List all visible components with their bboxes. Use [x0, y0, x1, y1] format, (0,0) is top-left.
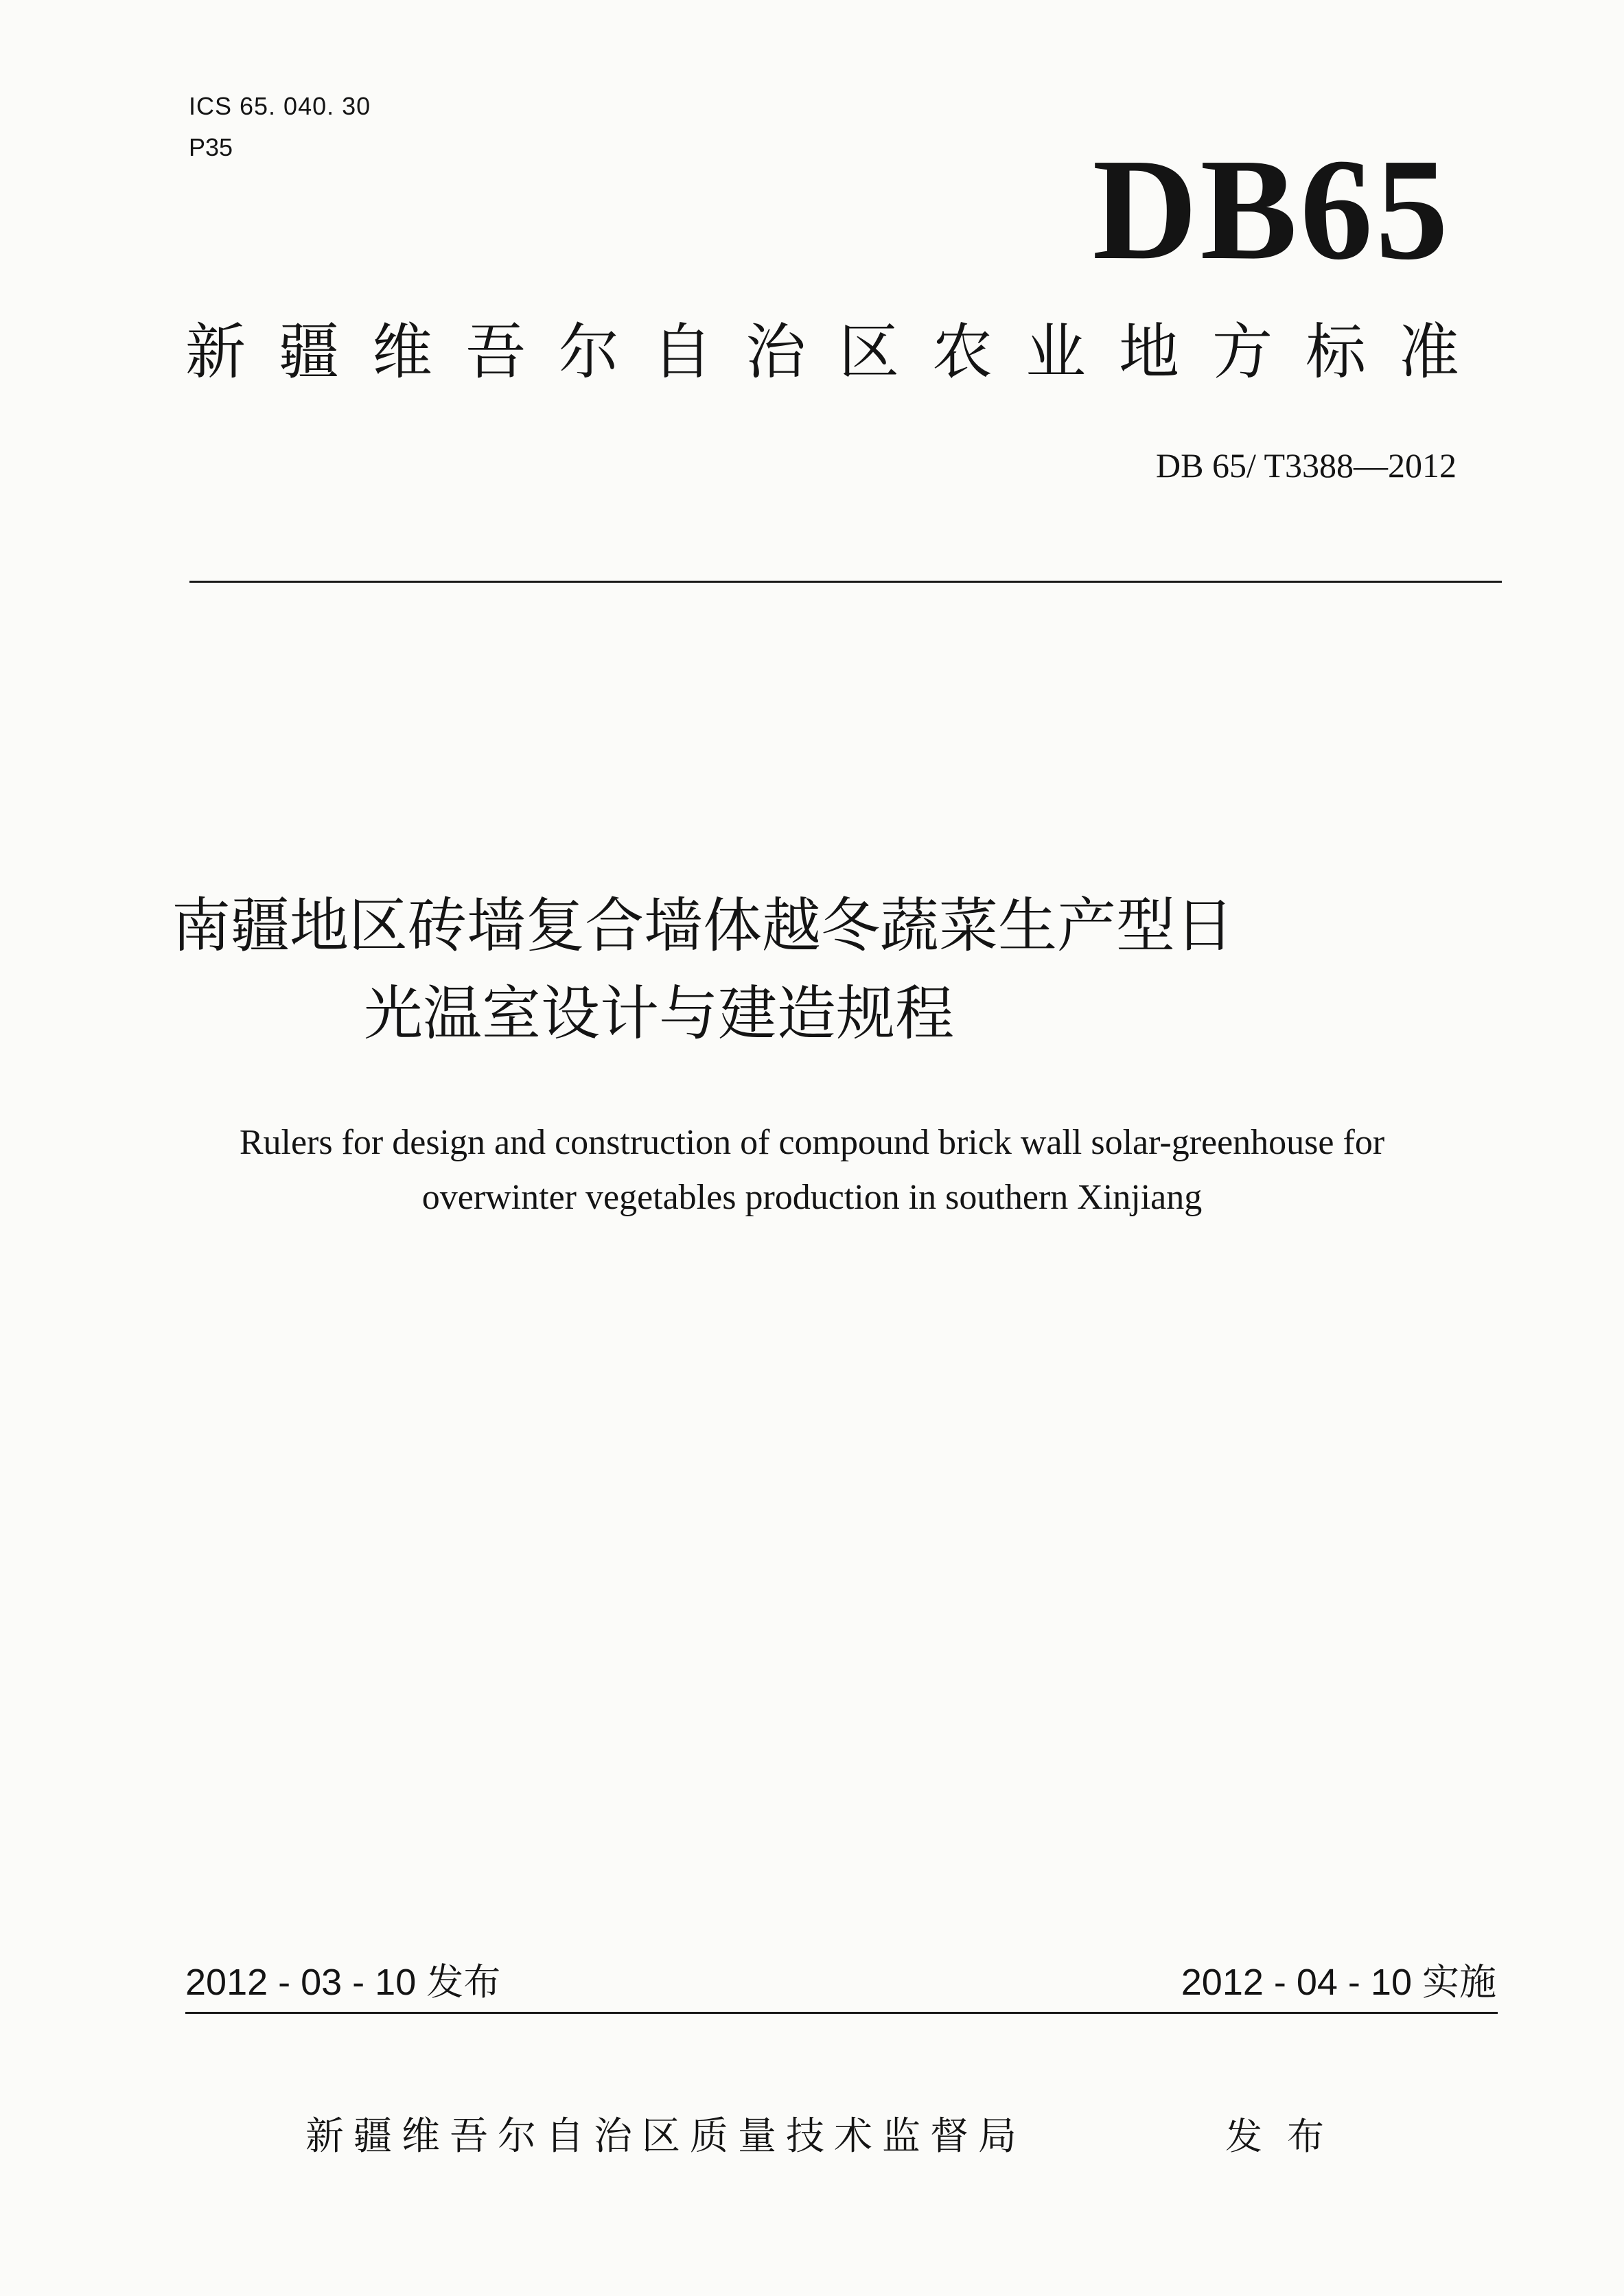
implementation-date: 2012 - 04 - 10 实施 — [1181, 1962, 1496, 2003]
classification-code: P35 — [189, 133, 233, 161]
publisher-name: 新疆维吾尔自治区质量技术监督局 — [305, 2114, 1026, 2159]
db65-logo: DB65 — [1092, 128, 1451, 290]
bottom-divider — [185, 2012, 1498, 2014]
issue-date: 2012 - 03 - 10 发布 — [185, 1962, 501, 2003]
standard-number: DB 65/ T3388—2012 — [1156, 446, 1457, 485]
top-divider — [189, 581, 1502, 583]
standard-type: 新疆维吾尔自治区农业地方标准 — [185, 316, 1493, 387]
english-title-line-1: Rulers for design and construction of compound brick wall solar-greenhouse for — [239, 1123, 1385, 1162]
publish-label: 发布 — [1225, 2115, 1349, 2158]
chinese-title-line-2: 光温室设计与建造规程 — [364, 979, 954, 1048]
chinese-title — [172, 882, 1476, 1058]
english-title — [103, 1115, 1521, 1225]
english-title-line-2: overwinter vegetables production in southern Xinjiang — [421, 1178, 1203, 1217]
ics-code: ICS 65. 040. 30 — [189, 92, 371, 120]
chinese-title-line-1: 南疆地区砖墙复合墙体越冬蔬菜生产型日 — [172, 892, 1234, 960]
